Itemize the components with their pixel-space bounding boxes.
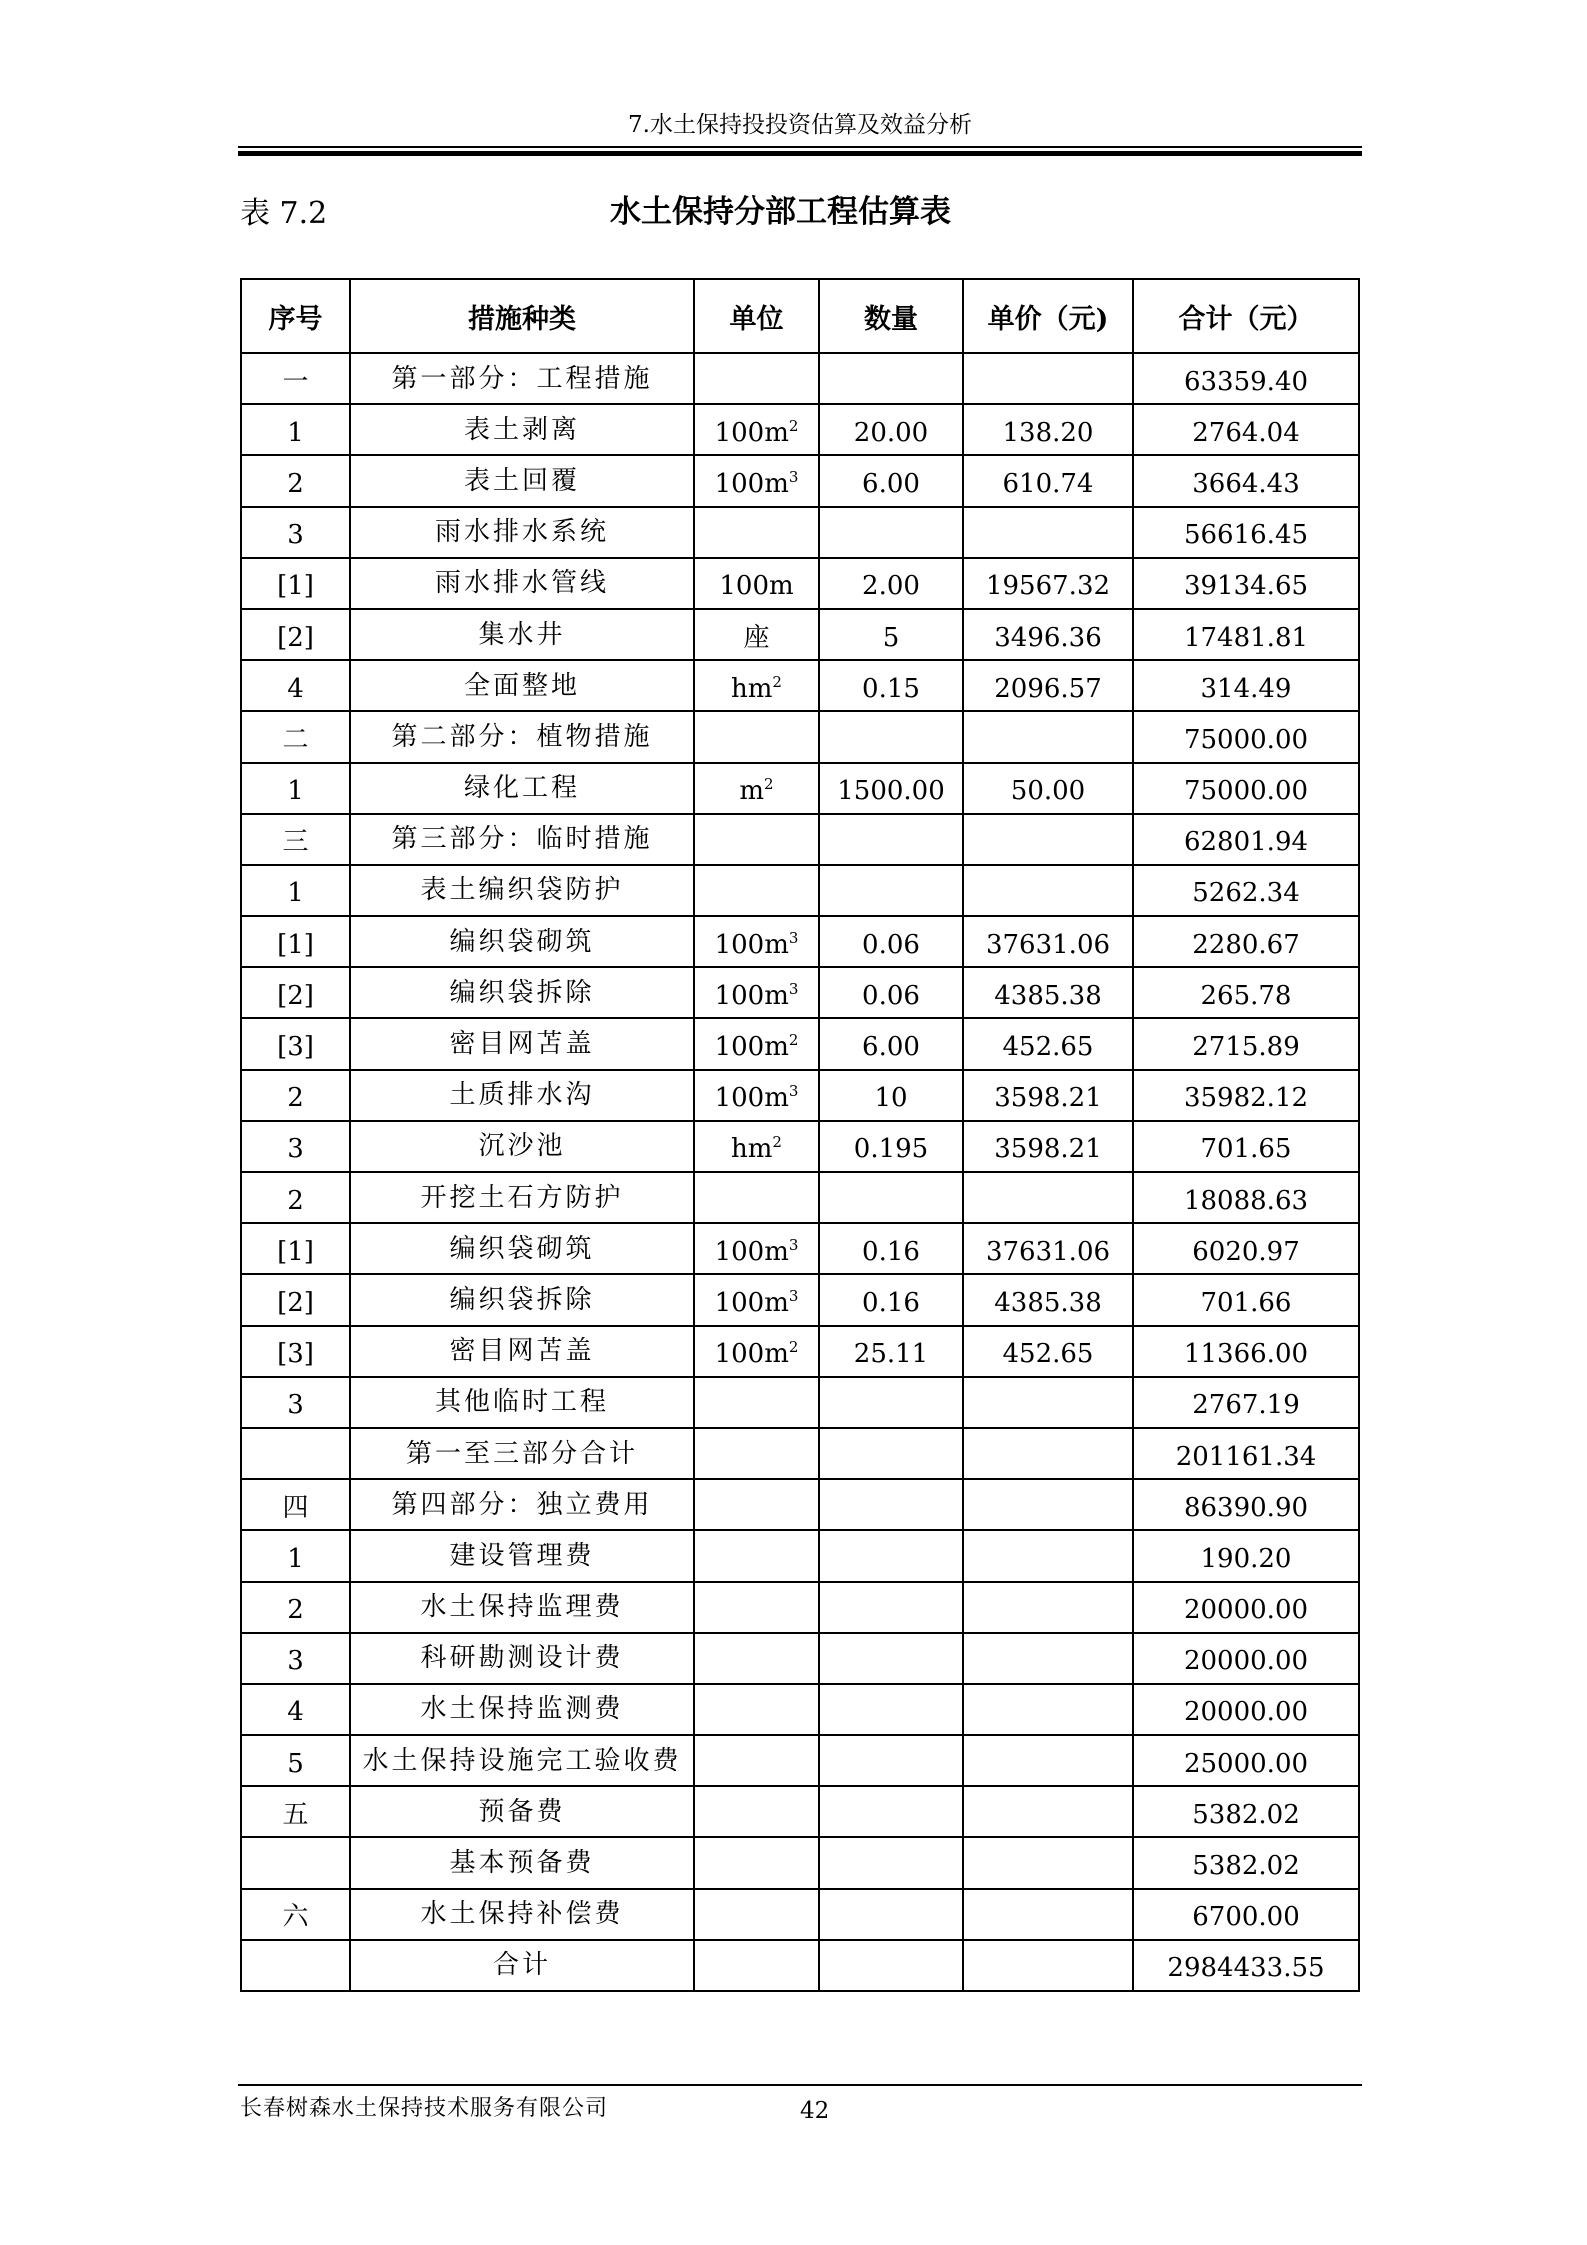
table-row bbox=[241, 1121, 1359, 1172]
cell-quantity bbox=[819, 1479, 963, 1530]
cell-unit-price bbox=[963, 1633, 1133, 1684]
col-header-total: 合计（元） bbox=[1133, 279, 1359, 353]
cell-seq: [2] bbox=[241, 1274, 350, 1325]
cell-unit-price bbox=[963, 1684, 1133, 1735]
cell-measure: 第一至三部分合计 bbox=[350, 1428, 694, 1479]
cell-unit bbox=[694, 967, 819, 1018]
cell-unit-price bbox=[963, 1940, 1133, 1991]
cell-unit-price: 452.65 bbox=[963, 1326, 1133, 1377]
cell-measure: 水土保持监测费 bbox=[350, 1684, 694, 1735]
cell-unit-price bbox=[963, 1735, 1133, 1786]
cell-measure: 绿化工程 bbox=[350, 763, 694, 814]
cell-seq bbox=[241, 1940, 350, 1991]
cell-measure: 集水井 bbox=[350, 609, 694, 660]
cell-measure: 表土编织袋防护 bbox=[350, 865, 694, 916]
table-row bbox=[241, 455, 1359, 506]
cell-measure: 沉沙池 bbox=[350, 1121, 694, 1172]
cell-quantity: 2.00 bbox=[819, 558, 963, 609]
unit-text: 100m bbox=[714, 1032, 789, 1063]
cell-seq: 3 bbox=[241, 1121, 350, 1172]
table-row bbox=[241, 1223, 1359, 1274]
unit-text: 100m bbox=[714, 929, 789, 960]
table-row bbox=[241, 1530, 1359, 1581]
cell-measure: 合计 bbox=[350, 1940, 694, 1991]
cell-measure: 水土保持监理费 bbox=[350, 1582, 694, 1633]
table-row bbox=[241, 1377, 1359, 1428]
cell-quantity bbox=[819, 1889, 963, 1940]
cell-unit-price bbox=[963, 1428, 1133, 1479]
cell-unit bbox=[694, 1786, 819, 1837]
table-row bbox=[241, 404, 1359, 455]
cell-unit bbox=[694, 916, 819, 967]
table-body bbox=[241, 353, 1359, 1991]
cell-quantity: 0.06 bbox=[819, 967, 963, 1018]
table-row bbox=[241, 609, 1359, 660]
cell-total: 20000.00 bbox=[1133, 1582, 1359, 1633]
table-row bbox=[241, 1786, 1359, 1837]
unit-exponent: 3 bbox=[788, 928, 799, 947]
unit-text: 100m bbox=[714, 468, 789, 499]
cell-measure: 第二部分：植物措施 bbox=[350, 711, 694, 762]
cell-measure: 表土剥离 bbox=[350, 404, 694, 455]
cell-seq: [3] bbox=[241, 1326, 350, 1377]
cell-quantity bbox=[819, 1684, 963, 1735]
table-row bbox=[241, 1684, 1359, 1735]
cell-unit bbox=[694, 1326, 819, 1377]
cell-measure: 预备费 bbox=[350, 1786, 694, 1837]
cell-seq: 5 bbox=[241, 1735, 350, 1786]
cell-quantity: 20.00 bbox=[819, 404, 963, 455]
table-number: 表 7.2 bbox=[240, 196, 328, 231]
cell-unit bbox=[694, 1377, 819, 1428]
cell-unit-price bbox=[963, 865, 1133, 916]
unit-text: 100m bbox=[714, 1339, 789, 1370]
cell-unit bbox=[694, 711, 819, 762]
table-row bbox=[241, 763, 1359, 814]
cell-unit-price bbox=[963, 814, 1133, 865]
unit-exponent: 3 bbox=[788, 1082, 799, 1101]
cell-total: 190.20 bbox=[1133, 1530, 1359, 1581]
cell-measure: 密目网苫盖 bbox=[350, 1326, 694, 1377]
cell-unit-price bbox=[963, 1889, 1133, 1940]
cell-unit bbox=[694, 1530, 819, 1581]
cell-measure: 科研勘测设计费 bbox=[350, 1633, 694, 1684]
table-row bbox=[241, 507, 1359, 558]
table-row bbox=[241, 1326, 1359, 1377]
cell-seq: 4 bbox=[241, 1684, 350, 1735]
cell-quantity bbox=[819, 1172, 963, 1223]
cell-seq: 六 bbox=[241, 1889, 350, 1940]
cell-unit bbox=[694, 1735, 819, 1786]
cell-seq: 4 bbox=[241, 660, 350, 711]
cell-unit-price bbox=[963, 1479, 1133, 1530]
cell-seq: 1 bbox=[241, 1530, 350, 1581]
cell-total: 11366.00 bbox=[1133, 1326, 1359, 1377]
table-title: 水土保持分部工程估算表 bbox=[610, 194, 951, 230]
table-row bbox=[241, 353, 1359, 404]
cell-seq: [1] bbox=[241, 916, 350, 967]
cell-unit-price bbox=[963, 353, 1133, 404]
cell-unit bbox=[694, 1018, 819, 1069]
table-row bbox=[241, 1428, 1359, 1479]
cell-unit bbox=[694, 1684, 819, 1735]
cell-unit bbox=[694, 763, 819, 814]
cell-total: 63359.40 bbox=[1133, 353, 1359, 404]
cell-unit-price: 452.65 bbox=[963, 1018, 1133, 1069]
cell-measure: 第四部分：独立费用 bbox=[350, 1479, 694, 1530]
cell-quantity: 1500.00 bbox=[819, 763, 963, 814]
cell-quantity: 0.16 bbox=[819, 1274, 963, 1325]
cell-unit bbox=[694, 1633, 819, 1684]
unit-exponent: 2 bbox=[772, 1133, 782, 1152]
cell-quantity bbox=[819, 1377, 963, 1428]
cell-measure: 表土回覆 bbox=[350, 455, 694, 506]
cell-unit bbox=[694, 660, 819, 711]
cell-quantity bbox=[819, 711, 963, 762]
col-header-quantity: 数量 bbox=[819, 279, 963, 353]
unit-text: 100m bbox=[714, 980, 789, 1011]
cell-seq: 2 bbox=[241, 1172, 350, 1223]
col-header-unit-price: 单价（元) bbox=[963, 279, 1133, 353]
table-row bbox=[241, 1940, 1359, 1991]
cell-quantity: 0.16 bbox=[819, 1223, 963, 1274]
cell-seq: 3 bbox=[241, 1377, 350, 1428]
cell-unit bbox=[694, 1274, 819, 1325]
cell-unit bbox=[694, 865, 819, 916]
cell-unit-price: 19567.32 bbox=[963, 558, 1133, 609]
cell-quantity: 6.00 bbox=[819, 455, 963, 506]
cell-total: 701.65 bbox=[1133, 1121, 1359, 1172]
cell-quantity bbox=[819, 353, 963, 404]
cell-quantity: 10 bbox=[819, 1070, 963, 1121]
cell-seq: 3 bbox=[241, 507, 350, 558]
cell-total: 35982.12 bbox=[1133, 1070, 1359, 1121]
cell-unit-price bbox=[963, 507, 1133, 558]
cell-total: 5382.02 bbox=[1133, 1837, 1359, 1888]
cell-unit bbox=[694, 404, 819, 455]
cell-unit bbox=[694, 609, 819, 660]
cell-unit-price: 50.00 bbox=[963, 763, 1133, 814]
cell-unit-price bbox=[963, 711, 1133, 762]
cell-total: 2715.89 bbox=[1133, 1018, 1359, 1069]
table-row bbox=[241, 865, 1359, 916]
unit-text: 100m bbox=[714, 417, 789, 448]
cell-unit-price bbox=[963, 1786, 1133, 1837]
col-header-measure: 措施种类 bbox=[350, 279, 694, 353]
table-header-row bbox=[241, 279, 1359, 353]
cell-total: 3664.43 bbox=[1133, 455, 1359, 506]
table-row bbox=[241, 1633, 1359, 1684]
cell-total: 265.78 bbox=[1133, 967, 1359, 1018]
cell-unit-price bbox=[963, 1582, 1133, 1633]
cell-unit-price: 3598.21 bbox=[963, 1070, 1133, 1121]
cell-total: 2767.19 bbox=[1133, 1377, 1359, 1428]
cell-quantity: 0.195 bbox=[819, 1121, 963, 1172]
table-row bbox=[241, 1735, 1359, 1786]
table-row bbox=[241, 814, 1359, 865]
header-rule-thin bbox=[238, 146, 1362, 148]
cell-quantity bbox=[819, 1530, 963, 1581]
table-row bbox=[241, 1070, 1359, 1121]
cell-total: 20000.00 bbox=[1133, 1633, 1359, 1684]
cell-total: 2764.04 bbox=[1133, 404, 1359, 455]
unit-text: 100m bbox=[719, 571, 794, 602]
cell-quantity bbox=[819, 507, 963, 558]
cell-quantity: 5 bbox=[819, 609, 963, 660]
cell-seq: 五 bbox=[241, 1786, 350, 1837]
cell-measure: 其他临时工程 bbox=[350, 1377, 694, 1428]
cell-measure: 水土保持设施完工验收费 bbox=[350, 1735, 694, 1786]
cell-measure: 全面整地 bbox=[350, 660, 694, 711]
unit-text: 100m bbox=[714, 1287, 789, 1318]
table-row bbox=[241, 916, 1359, 967]
cell-unit-price: 138.20 bbox=[963, 404, 1133, 455]
cell-seq: [1] bbox=[241, 558, 350, 609]
table-row bbox=[241, 1018, 1359, 1069]
cell-seq: 一 bbox=[241, 353, 350, 404]
table-row bbox=[241, 1479, 1359, 1530]
cell-measure: 密目网苫盖 bbox=[350, 1018, 694, 1069]
cell-seq: 2 bbox=[241, 455, 350, 506]
cell-quantity: 6.00 bbox=[819, 1018, 963, 1069]
unit-text: 100m bbox=[714, 1236, 789, 1267]
cell-seq: 1 bbox=[241, 763, 350, 814]
cell-total: 6020.97 bbox=[1133, 1223, 1359, 1274]
cell-total: 201161.34 bbox=[1133, 1428, 1359, 1479]
cell-quantity bbox=[819, 1582, 963, 1633]
cell-unit-price bbox=[963, 1172, 1133, 1223]
cell-measure: 雨水排水系统 bbox=[350, 507, 694, 558]
cell-quantity: 25.11 bbox=[819, 1326, 963, 1377]
cell-measure: 开挖土石方防护 bbox=[350, 1172, 694, 1223]
cell-unit-price: 3496.36 bbox=[963, 609, 1133, 660]
cell-measure: 土质排水沟 bbox=[350, 1070, 694, 1121]
col-header-seq: 序号 bbox=[241, 279, 350, 353]
cell-total: 25000.00 bbox=[1133, 1735, 1359, 1786]
table-row bbox=[241, 1837, 1359, 1888]
cell-seq: 2 bbox=[241, 1582, 350, 1633]
cell-unit bbox=[694, 1070, 819, 1121]
cell-seq: [2] bbox=[241, 967, 350, 1018]
col-header-unit: 单位 bbox=[694, 279, 819, 353]
cell-seq: 三 bbox=[241, 814, 350, 865]
cell-seq: 1 bbox=[241, 865, 350, 916]
unit-exponent: 3 bbox=[788, 467, 799, 486]
cell-quantity bbox=[819, 814, 963, 865]
running-header: 7.水土保持投投资估算及效益分析 bbox=[628, 112, 972, 138]
table-row bbox=[241, 1889, 1359, 1940]
cell-total: 39134.65 bbox=[1133, 558, 1359, 609]
cell-unit bbox=[694, 1121, 819, 1172]
cell-quantity bbox=[819, 1940, 963, 1991]
cell-seq: [2] bbox=[241, 609, 350, 660]
cell-unit-price: 4385.38 bbox=[963, 967, 1133, 1018]
cell-unit bbox=[694, 558, 819, 609]
unit-exponent: 3 bbox=[788, 1286, 799, 1305]
cell-unit-price: 37631.06 bbox=[963, 916, 1133, 967]
estimate-table bbox=[240, 278, 1360, 1992]
cell-unit bbox=[694, 814, 819, 865]
cell-seq: 二 bbox=[241, 711, 350, 762]
footer-company: 长春树森水土保持技术服务有限公司 bbox=[240, 2096, 609, 2121]
cell-unit bbox=[694, 1889, 819, 1940]
footer-rule bbox=[238, 2084, 1362, 2086]
cell-unit bbox=[694, 455, 819, 506]
cell-unit-price: 3598.21 bbox=[963, 1121, 1133, 1172]
cell-quantity bbox=[819, 1837, 963, 1888]
unit-exponent: 3 bbox=[788, 979, 799, 998]
cell-unit-price: 610.74 bbox=[963, 455, 1133, 506]
cell-unit bbox=[694, 1479, 819, 1530]
cell-unit-price: 2096.57 bbox=[963, 660, 1133, 711]
cell-total: 2280.67 bbox=[1133, 916, 1359, 967]
table-row bbox=[241, 558, 1359, 609]
cell-seq: [1] bbox=[241, 1223, 350, 1274]
cell-seq: [3] bbox=[241, 1018, 350, 1069]
header-rule-thick bbox=[238, 151, 1362, 156]
page-number: 42 bbox=[800, 2098, 830, 2124]
unit-exponent: 2 bbox=[772, 672, 782, 691]
cell-unit-price: 4385.38 bbox=[963, 1274, 1133, 1325]
cell-total: 20000.00 bbox=[1133, 1684, 1359, 1735]
cell-quantity bbox=[819, 1428, 963, 1479]
cell-total: 17481.81 bbox=[1133, 609, 1359, 660]
cell-measure: 编织袋拆除 bbox=[350, 967, 694, 1018]
cell-measure: 基本预备费 bbox=[350, 1837, 694, 1888]
unit-exponent: 2 bbox=[788, 1031, 799, 1050]
cell-measure: 编织袋砌筑 bbox=[350, 916, 694, 967]
cell-seq: 2 bbox=[241, 1070, 350, 1121]
cell-total: 75000.00 bbox=[1133, 711, 1359, 762]
cell-seq: 1 bbox=[241, 404, 350, 455]
unit-text: m bbox=[739, 776, 765, 807]
cell-measure: 第三部分：临时措施 bbox=[350, 814, 694, 865]
cell-total: 5262.34 bbox=[1133, 865, 1359, 916]
cell-measure: 第一部分：工程措施 bbox=[350, 353, 694, 404]
unit-exponent: 2 bbox=[788, 1338, 799, 1357]
cell-measure: 水土保持补偿费 bbox=[350, 1889, 694, 1940]
cell-measure: 编织袋拆除 bbox=[350, 1274, 694, 1325]
cell-unit bbox=[694, 1940, 819, 1991]
table-row bbox=[241, 967, 1359, 1018]
cell-unit bbox=[694, 353, 819, 404]
cell-seq bbox=[241, 1837, 350, 1888]
unit-text: 100m bbox=[714, 1083, 789, 1114]
cell-unit-price bbox=[963, 1377, 1133, 1428]
cell-unit bbox=[694, 1172, 819, 1223]
cell-seq bbox=[241, 1428, 350, 1479]
cell-total: 701.66 bbox=[1133, 1274, 1359, 1325]
unit-text: hm bbox=[731, 673, 773, 704]
cell-total: 314.49 bbox=[1133, 660, 1359, 711]
unit-exponent: 2 bbox=[764, 775, 774, 794]
unit-text: 座 bbox=[743, 622, 770, 653]
cell-total: 5382.02 bbox=[1133, 1786, 1359, 1837]
table-row bbox=[241, 660, 1359, 711]
cell-measure: 雨水排水管线 bbox=[350, 558, 694, 609]
cell-total: 18088.63 bbox=[1133, 1172, 1359, 1223]
unit-text: hm bbox=[731, 1134, 773, 1165]
cell-unit bbox=[694, 507, 819, 558]
cell-quantity bbox=[819, 1786, 963, 1837]
table-row bbox=[241, 711, 1359, 762]
cell-quantity: 0.06 bbox=[819, 916, 963, 967]
cell-measure: 编织袋砌筑 bbox=[350, 1223, 694, 1274]
cell-unit bbox=[694, 1582, 819, 1633]
cell-unit-price bbox=[963, 1530, 1133, 1581]
cell-unit bbox=[694, 1837, 819, 1888]
cell-unit-price: 37631.06 bbox=[963, 1223, 1133, 1274]
cell-total: 56616.45 bbox=[1133, 507, 1359, 558]
cell-unit bbox=[694, 1428, 819, 1479]
table-row bbox=[241, 1274, 1359, 1325]
cell-quantity: 0.15 bbox=[819, 660, 963, 711]
table-row bbox=[241, 1172, 1359, 1223]
cell-unit-price bbox=[963, 1837, 1133, 1888]
unit-exponent: 3 bbox=[788, 1235, 799, 1254]
unit-exponent: 2 bbox=[788, 416, 799, 435]
cell-quantity bbox=[819, 865, 963, 916]
cell-measure: 建设管理费 bbox=[350, 1530, 694, 1581]
cell-total: 75000.00 bbox=[1133, 763, 1359, 814]
cell-seq: 四 bbox=[241, 1479, 350, 1530]
cell-total: 6700.00 bbox=[1133, 1889, 1359, 1940]
table-row bbox=[241, 1582, 1359, 1633]
cell-unit bbox=[694, 1223, 819, 1274]
cell-total: 86390.90 bbox=[1133, 1479, 1359, 1530]
cell-seq: 3 bbox=[241, 1633, 350, 1684]
cell-total: 62801.94 bbox=[1133, 814, 1359, 865]
cell-quantity bbox=[819, 1633, 963, 1684]
cell-quantity bbox=[819, 1735, 963, 1786]
cell-total: 2984433.55 bbox=[1133, 1940, 1359, 1991]
